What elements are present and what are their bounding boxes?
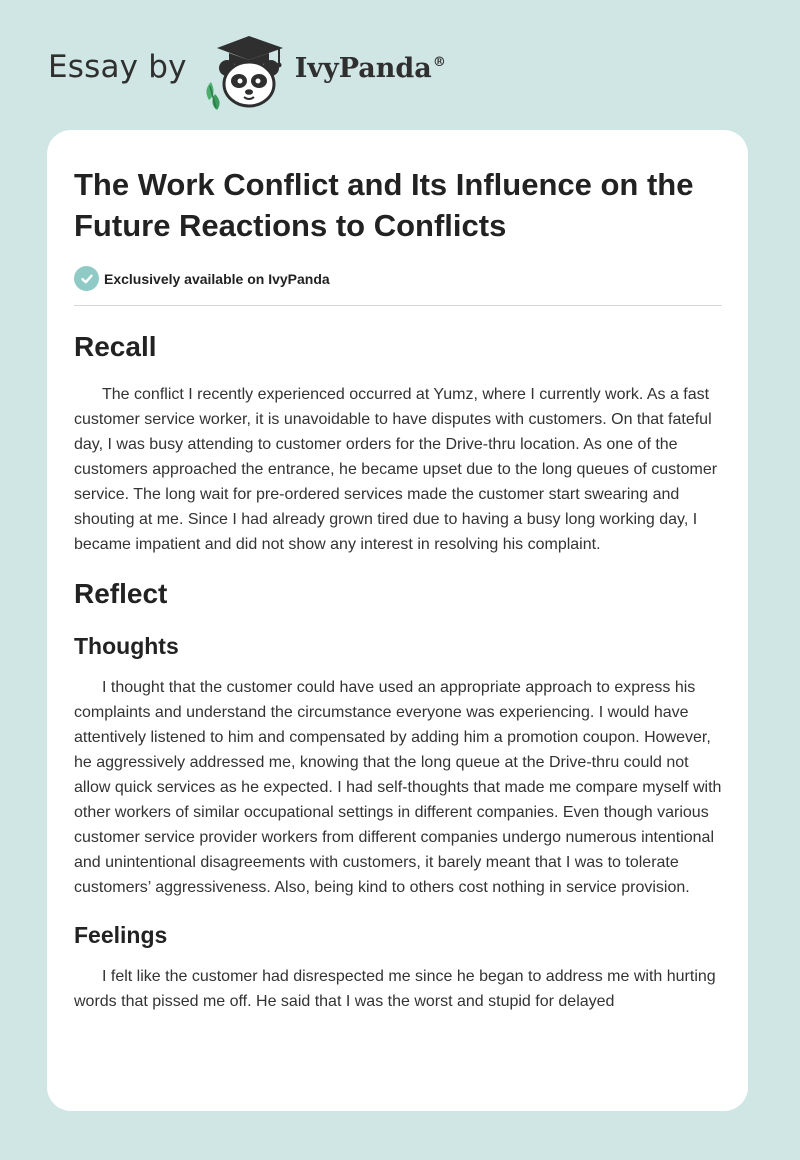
- exclusive-badge: [74, 266, 722, 306]
- essay-by-label: Essay by: [48, 49, 187, 85]
- paragraph-recall: The conflict I recently experienced occurred at Yumz, where I currently work. As a fast customer service worker, it is unavoidable to have disputes with customers. On that fateful day, I was busy attending to customer orders for the Drive-thru location. As one of the customers approached the entrance, he became upset due to the long queues of customer service. The long wait for pre-ordered services made the customer start swearing and shouting at me. Since I had already grown tired due to having a busy long working day, I became impatient and did not show any interest in resolving his complaint.: [74, 386, 718, 553]
- subsection-heading-feelings: Feelings: [74, 922, 168, 948]
- page-title: The Work Conflict and Its Influence on the Future Reactions to Conflicts: [74, 167, 694, 243]
- exclusive-badge-text: Exclusively available on IvyPanda: [104, 270, 330, 287]
- site-header: [48, 30, 446, 110]
- subsection-heading-thoughts: Thoughts: [74, 633, 179, 659]
- brand-name[interactable]: IvyPanda®: [294, 52, 446, 84]
- section-heading-recall: Recall: [74, 331, 157, 362]
- checkmark-icon: [74, 266, 99, 291]
- section-heading-reflect: Reflect: [74, 578, 168, 609]
- paragraph-thoughts: I thought that the customer could have used an appropriate approach to express his complaints and understand the circumstance everyone was experiencing. I would have attentively listened to him and compensated by adding him a promotion coupon. However, he aggressively addressed me, knowing that the long queue at the Drive-thru could not allow quick services as he expected. I had self-thoughts that made me compare myself with other workers of similar occupational settings in different companies. Even though various customer service provider workers from different companies undergo numerous intentional and unintentional disagreements with customers, it barely meant that I was to tolerate customers’ aggressiveness. Also, being kind to others cost nothing in service provision.: [74, 679, 722, 896]
- panda-logo-icon[interactable]: [199, 30, 291, 110]
- paragraph-feelings: I felt like the customer had disrespected me since he began to address me with hurting words that pissed me off. He said that I was the worst and stupid for delayed: [74, 968, 716, 1010]
- article-card: [47, 130, 748, 1111]
- registered-mark: ®: [432, 54, 446, 70]
